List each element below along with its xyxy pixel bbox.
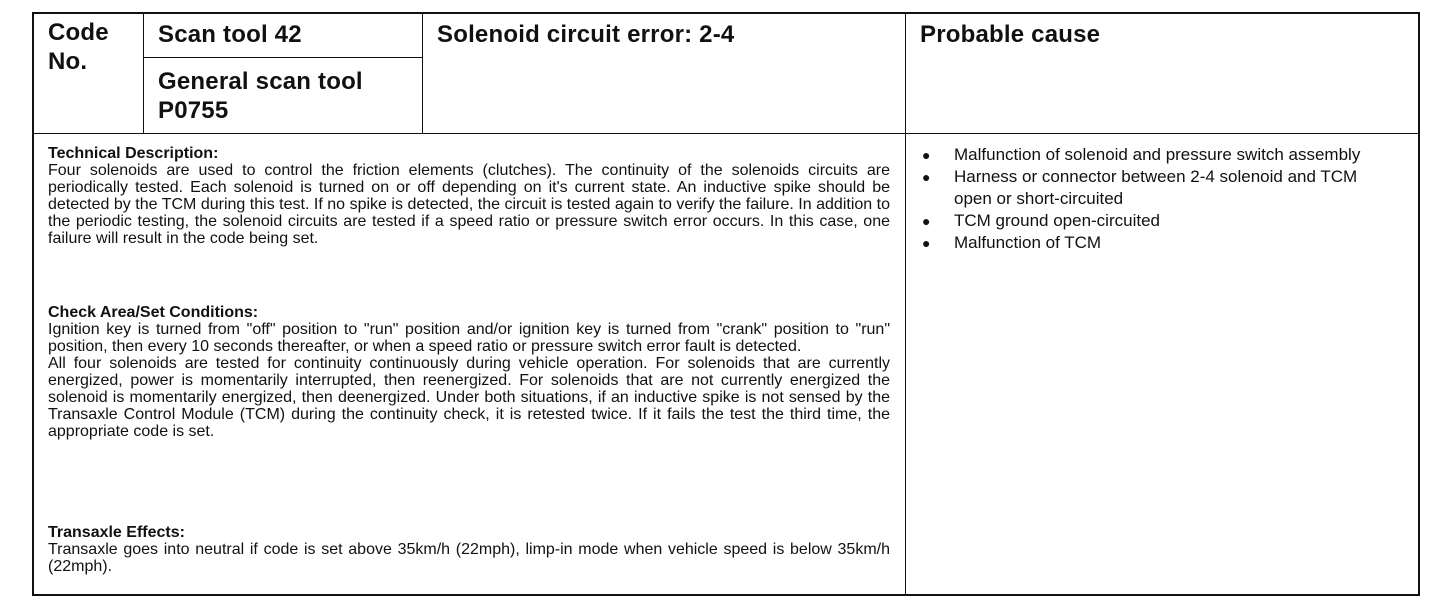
transaxle-effects-text: Transaxle goes into neutral if code is set above 35km/h (22mph), limp-in mode when vehicle speed is below 35km/h (22mph). <box>48 541 890 575</box>
column-divider-probable-cause <box>905 13 906 595</box>
bullet-dot-icon: ● <box>922 235 931 251</box>
header-divider <box>33 133 1419 134</box>
probable-cause-item <box>920 232 1372 254</box>
transaxle-effects-section <box>48 524 890 575</box>
technical-description-section <box>48 145 890 247</box>
probable-cause-item <box>920 166 1372 210</box>
probable-cause-text: Harness or connector between 2-4 solenoid and TCM open or short-circuited <box>954 167 1358 208</box>
column-divider-scan-tool <box>422 13 423 134</box>
check-area-title: Check Area/Set Conditions: <box>48 304 259 321</box>
general-scan-tool-label: General scan tool P0755 <box>158 68 363 124</box>
technical-description-title: Technical Description: <box>48 145 219 162</box>
bullet-dot-icon: ● <box>922 169 931 185</box>
probable-cause-list <box>920 144 1372 254</box>
column-divider-code <box>143 13 144 134</box>
bullet-dot-icon: ● <box>922 147 931 163</box>
probable-cause-text: TCM ground open-circuited <box>954 211 1160 230</box>
check-area-section <box>48 304 890 440</box>
probable-cause-text: Malfunction of solenoid and pressure switch assembly <box>954 145 1361 164</box>
bullet-dot-icon: ● <box>922 213 931 229</box>
error-title: Solenoid circuit error: 2-4 <box>437 21 735 48</box>
scan-tool-row-divider <box>144 57 422 58</box>
probable-cause-item <box>920 210 1372 232</box>
technical-description-text: Four solenoids are used to control the friction elements (clutches). The continuity of the solenoids circuits are periodically tested. Each solenoid is turned on or off depending on it's current state. An inductive spike should be detected by the TCM during this test. If no spike is detected, the circuit is tested again to verify the failure. In addition to the periodic testing, the solenoid circuits are tested if a speed ratio or pressure switch error occurs. In this case, one failure will result in the code being set. <box>48 162 890 247</box>
probable-cause-text: Malfunction of TCM <box>954 233 1102 252</box>
code-no-label: Code No. <box>48 19 109 75</box>
check-area-text-2: All four solenoids are tested for continuity continuously during vehicle operation. For solenoids that are currently energized, power is momentarily interrupted, then reenergized. For solenoids that are not currently energized the solenoid is momentarily energized, then deenergized. Under both situations, if an inductive spike is not sensed by the Transaxle Control Module (TCM) during the continuity check, it is retested twice. If it fails the test the third time, the appropriate code is set. <box>48 355 890 440</box>
transaxle-effects-title: Transaxle Effects: <box>48 524 185 541</box>
check-area-text-1: Ignition key is turned from "off" position to "run" position and/or ignition key is turned from "crank" position to "run" position, then every 10 seconds thereafter, or when a speed ratio or pressure switch error fault is detected. <box>48 321 890 355</box>
probable-cause-item <box>920 144 1372 166</box>
scan-tool-label: Scan tool 42 <box>158 21 302 48</box>
probable-cause-label: Probable cause <box>920 21 1101 48</box>
